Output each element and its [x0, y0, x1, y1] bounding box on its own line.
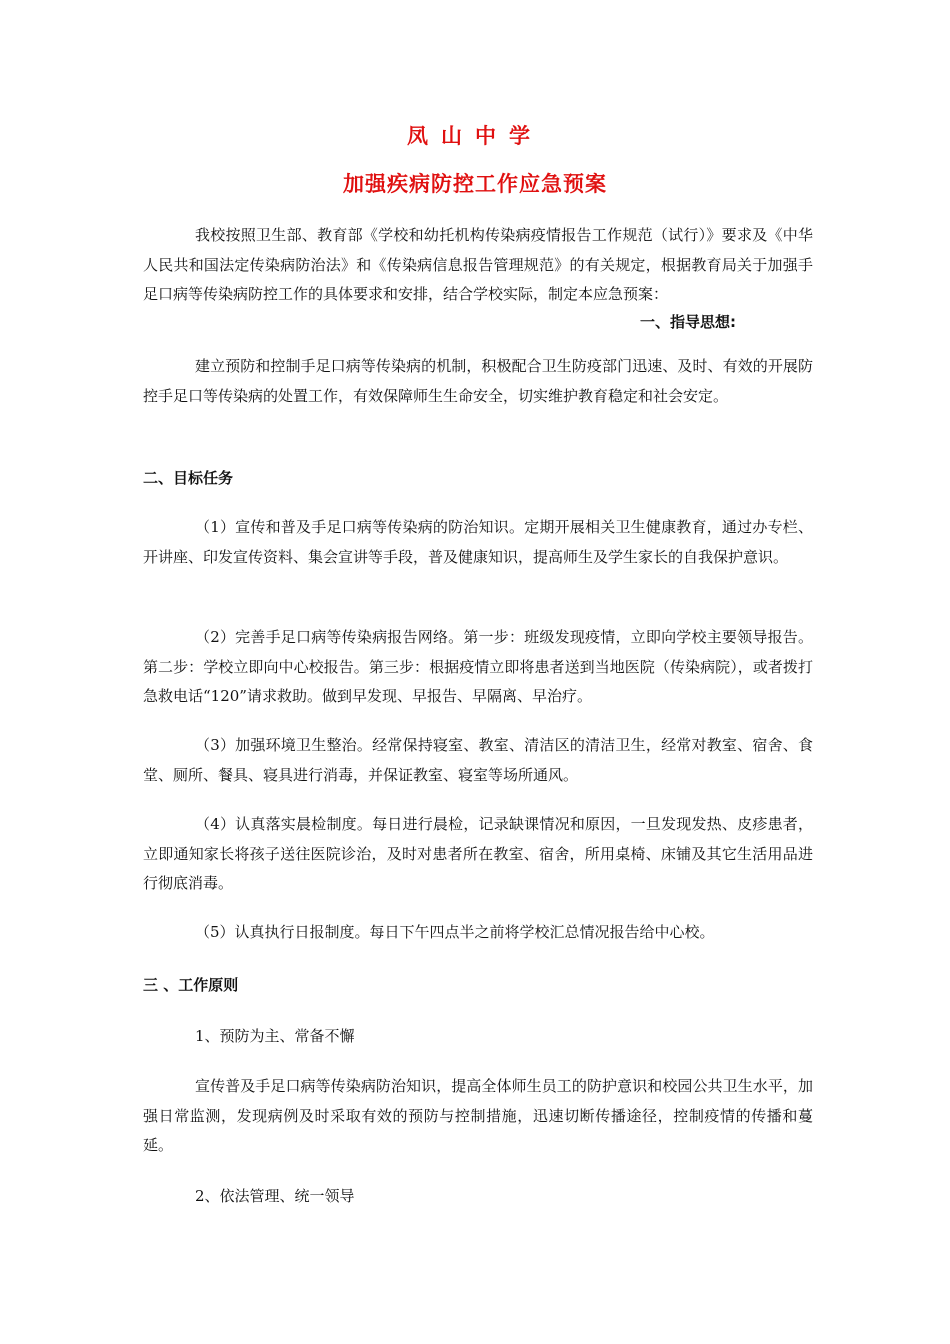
section-1-heading: 一、指导思想:	[640, 313, 736, 331]
task-item-3: （3）加强环境卫生整治。经常保持寝室、教室、清洁区的清洁卫生，经常对教室、宿舍、食堂、厕所、餐具、寝具进行消毒，并保证教室、寝室等场所通风。	[143, 736, 813, 784]
section-1-body: 建立预防和控制手足口病等传染病的机制，积极配合卫生防疫部门迅速、及时、有效的开展防控手足口等传染病的处置工作，有效保障师生生命安全，切实维护教育稳定和社会安定。	[143, 357, 813, 405]
task-item-4: （4）认真落实晨检制度。每日进行晨检，记录缺课情况和原因，一旦发现发热、皮疹患者，立即通知家长将孩子送往医院诊治，及时对患者所在教室、宿舍，所用桌椅、床铺及其它生活用品进行彻底消毒。	[143, 815, 813, 892]
section-2-heading: 二、目标任务	[143, 469, 234, 487]
principle-1-title: 1、预防为主、常备不懈	[195, 1027, 355, 1045]
intro-paragraph: 我校按照卫生部、教育部《学校和幼托机构传染病疫情报告工作规范（试行）》要求及《中华人民共和国法定传染病防治法》和《传染病信息报告管理规范》的有关规定，根据教育局关于加强手足口病等传染病防控工作的具体要求和安排，结合学校实际，制定本应急预案：	[143, 226, 813, 303]
school-name-title: 凤山中学	[407, 124, 543, 148]
task-item-1: （1）宣传和普及手足口病等传染病的防治知识。定期开展相关卫生健康教育，通过办专栏、开讲座、印发宣传资料、集会宣讲等手段，普及健康知识，提高师生及学生家长的自我保护意识。	[143, 518, 813, 566]
section-3-heading: 三 、工作原则	[143, 976, 239, 994]
principle-1-body: 宣传普及手足口病等传染病防治知识，提高全体师生员工的防护意识和校园公共卫生水平，加强日常监测，发现病例及时采取有效的预防与控制措施，迅速切断传播途径，控制疫情的传播和蔓延。	[143, 1077, 813, 1154]
task-item-5: （5）认真执行日报制度。每日下午四点半之前将学校汇总情况报告给中心校。	[195, 923, 715, 941]
principle-2-title: 2、依法管理、统一领导	[195, 1187, 355, 1205]
plan-title: 加强疾病防控工作应急预案	[343, 172, 607, 196]
task-item-2: （2）完善手足口病等传染病报告网络。第一步：班级发现疫情，立即向学校主要领导报告。第二步：学校立即向中心校报告。第三步：根据疫情立即将患者送到当地医院（传染病院），或者拨打急救电话“120”请求救助。做到早发现、早报告、早隔离、早治疗。	[143, 628, 813, 705]
